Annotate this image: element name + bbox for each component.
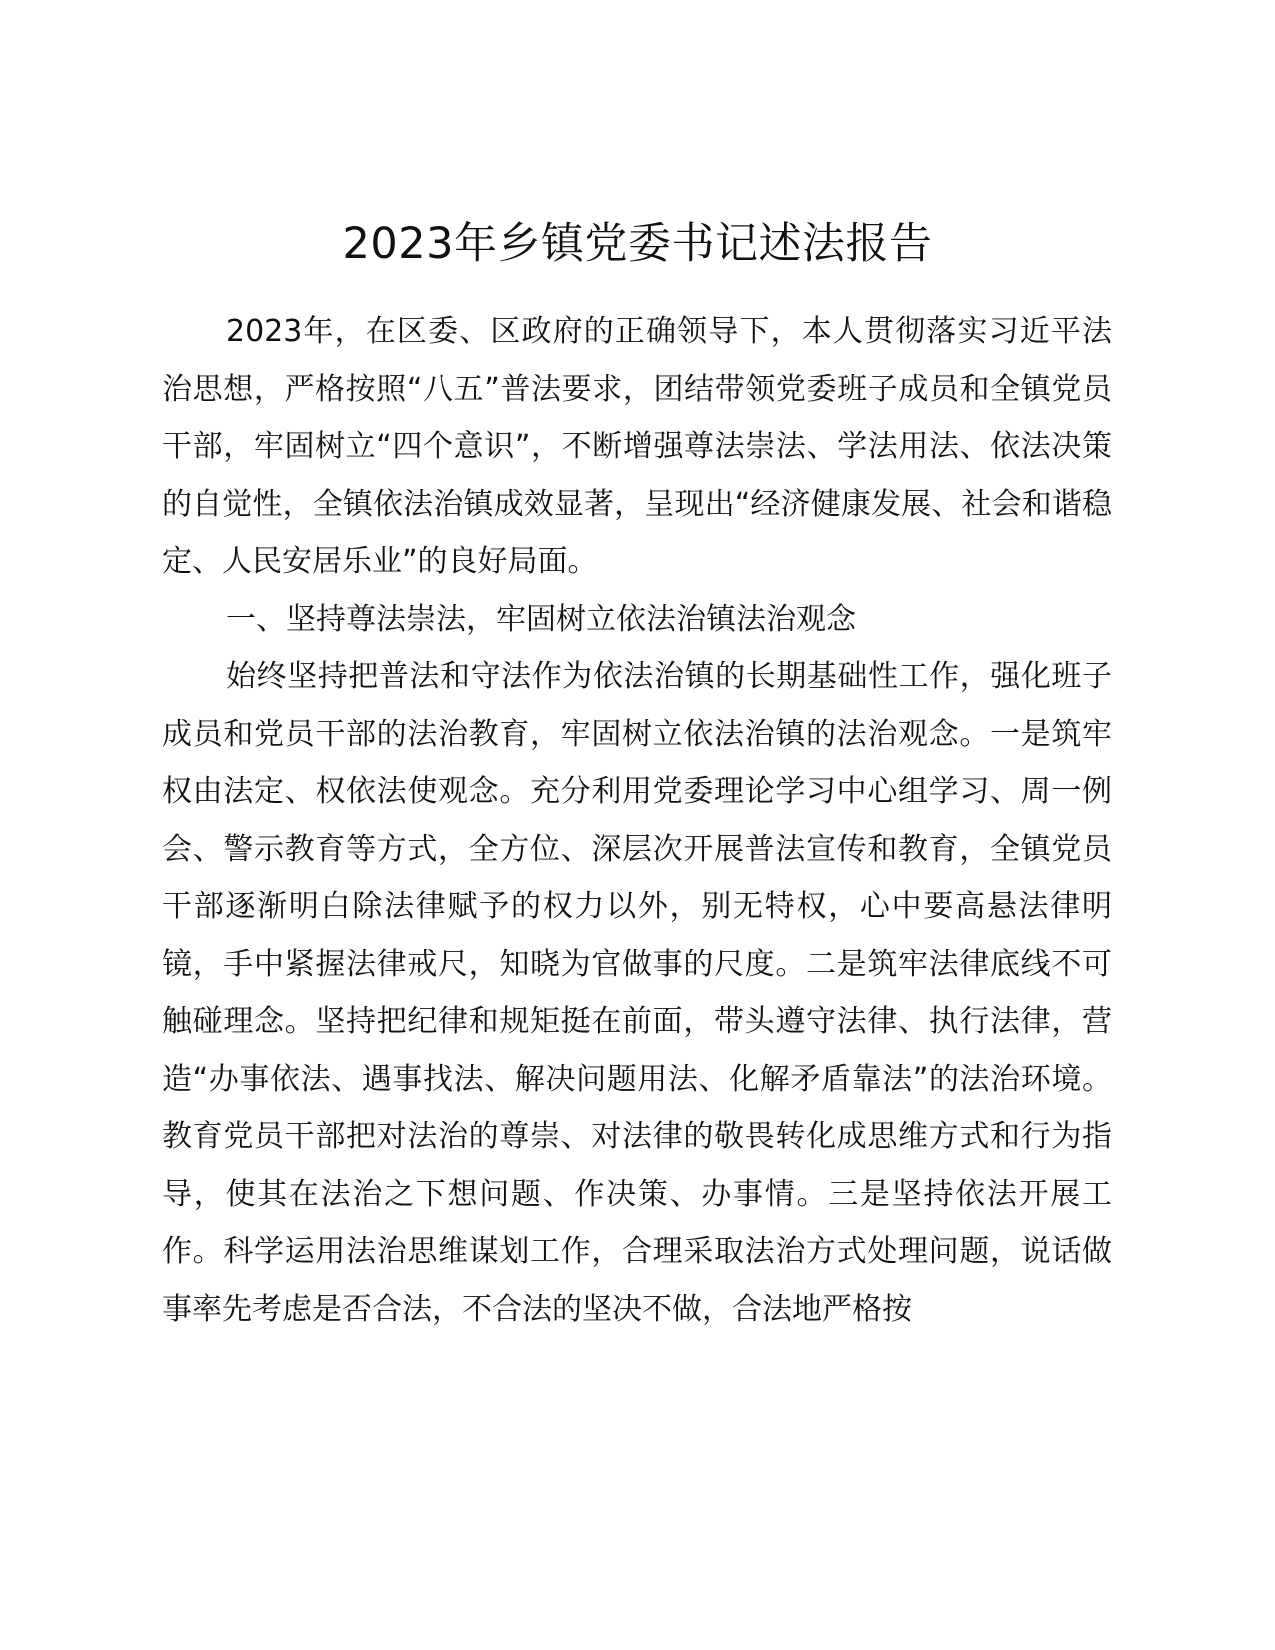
document-body	[162, 303, 1112, 1338]
section-heading-1: 一、坚持尊法崇法，牢固树立依法治镇法治观念	[226, 601, 856, 637]
intro-paragraph: 2023年，在区委、区政府的正确领导下，本人贯彻落实习近平法治思想，严格按照“八五”普法要求，团结带领党委班子成员和全镇党员干部，牢固树立“四个意识”，不断增强尊法崇法、学法用法、依法决策的自觉性，全镇依法治镇成效显著，呈现出“经济健康发展、社会和谐稳定、人民安居乐业”的良好局面。	[162, 314, 1112, 579]
document-title: 2023年乡镇党委书记述法报告	[342, 219, 933, 269]
section-1-paragraph: 始终坚持把普法和守法作为依法治镇的长期基础性工作，强化班子成员和党员干部的法治教育，牢固树立依法治镇的法治观念。一是筑牢权由法定、权依法使观念。充分利用党委理论学习中心组学习、周一例会、警示教育等方式，全方位、深层次开展普法宣传和教育，全镇党员干部逐渐明白除法律赋予的权力以外，别无特权，心中要高悬法律明镜，手中紧握法律戒尺，知晓为官做事的尺度。二是筑牢法律底线不可触碰理念。坚持把纪律和规矩挺在前面，带头遵守法律、执行法律，营造“办事依法、遇事找法、解决问题用法、化解矛盾靠法”的法治环境。教育党员干部把对法治的尊崇、对法律的敬畏转化成思维方式和行为指导，使其在法治之下想问题、作决策、办事情。三是坚持依法开展工作。科学运用法治思维谋划工作，合理采取法治方式处理问题，说话做事率先考虑是否合法，不合法的坚决不做，合法地严格按	[162, 659, 1112, 1327]
